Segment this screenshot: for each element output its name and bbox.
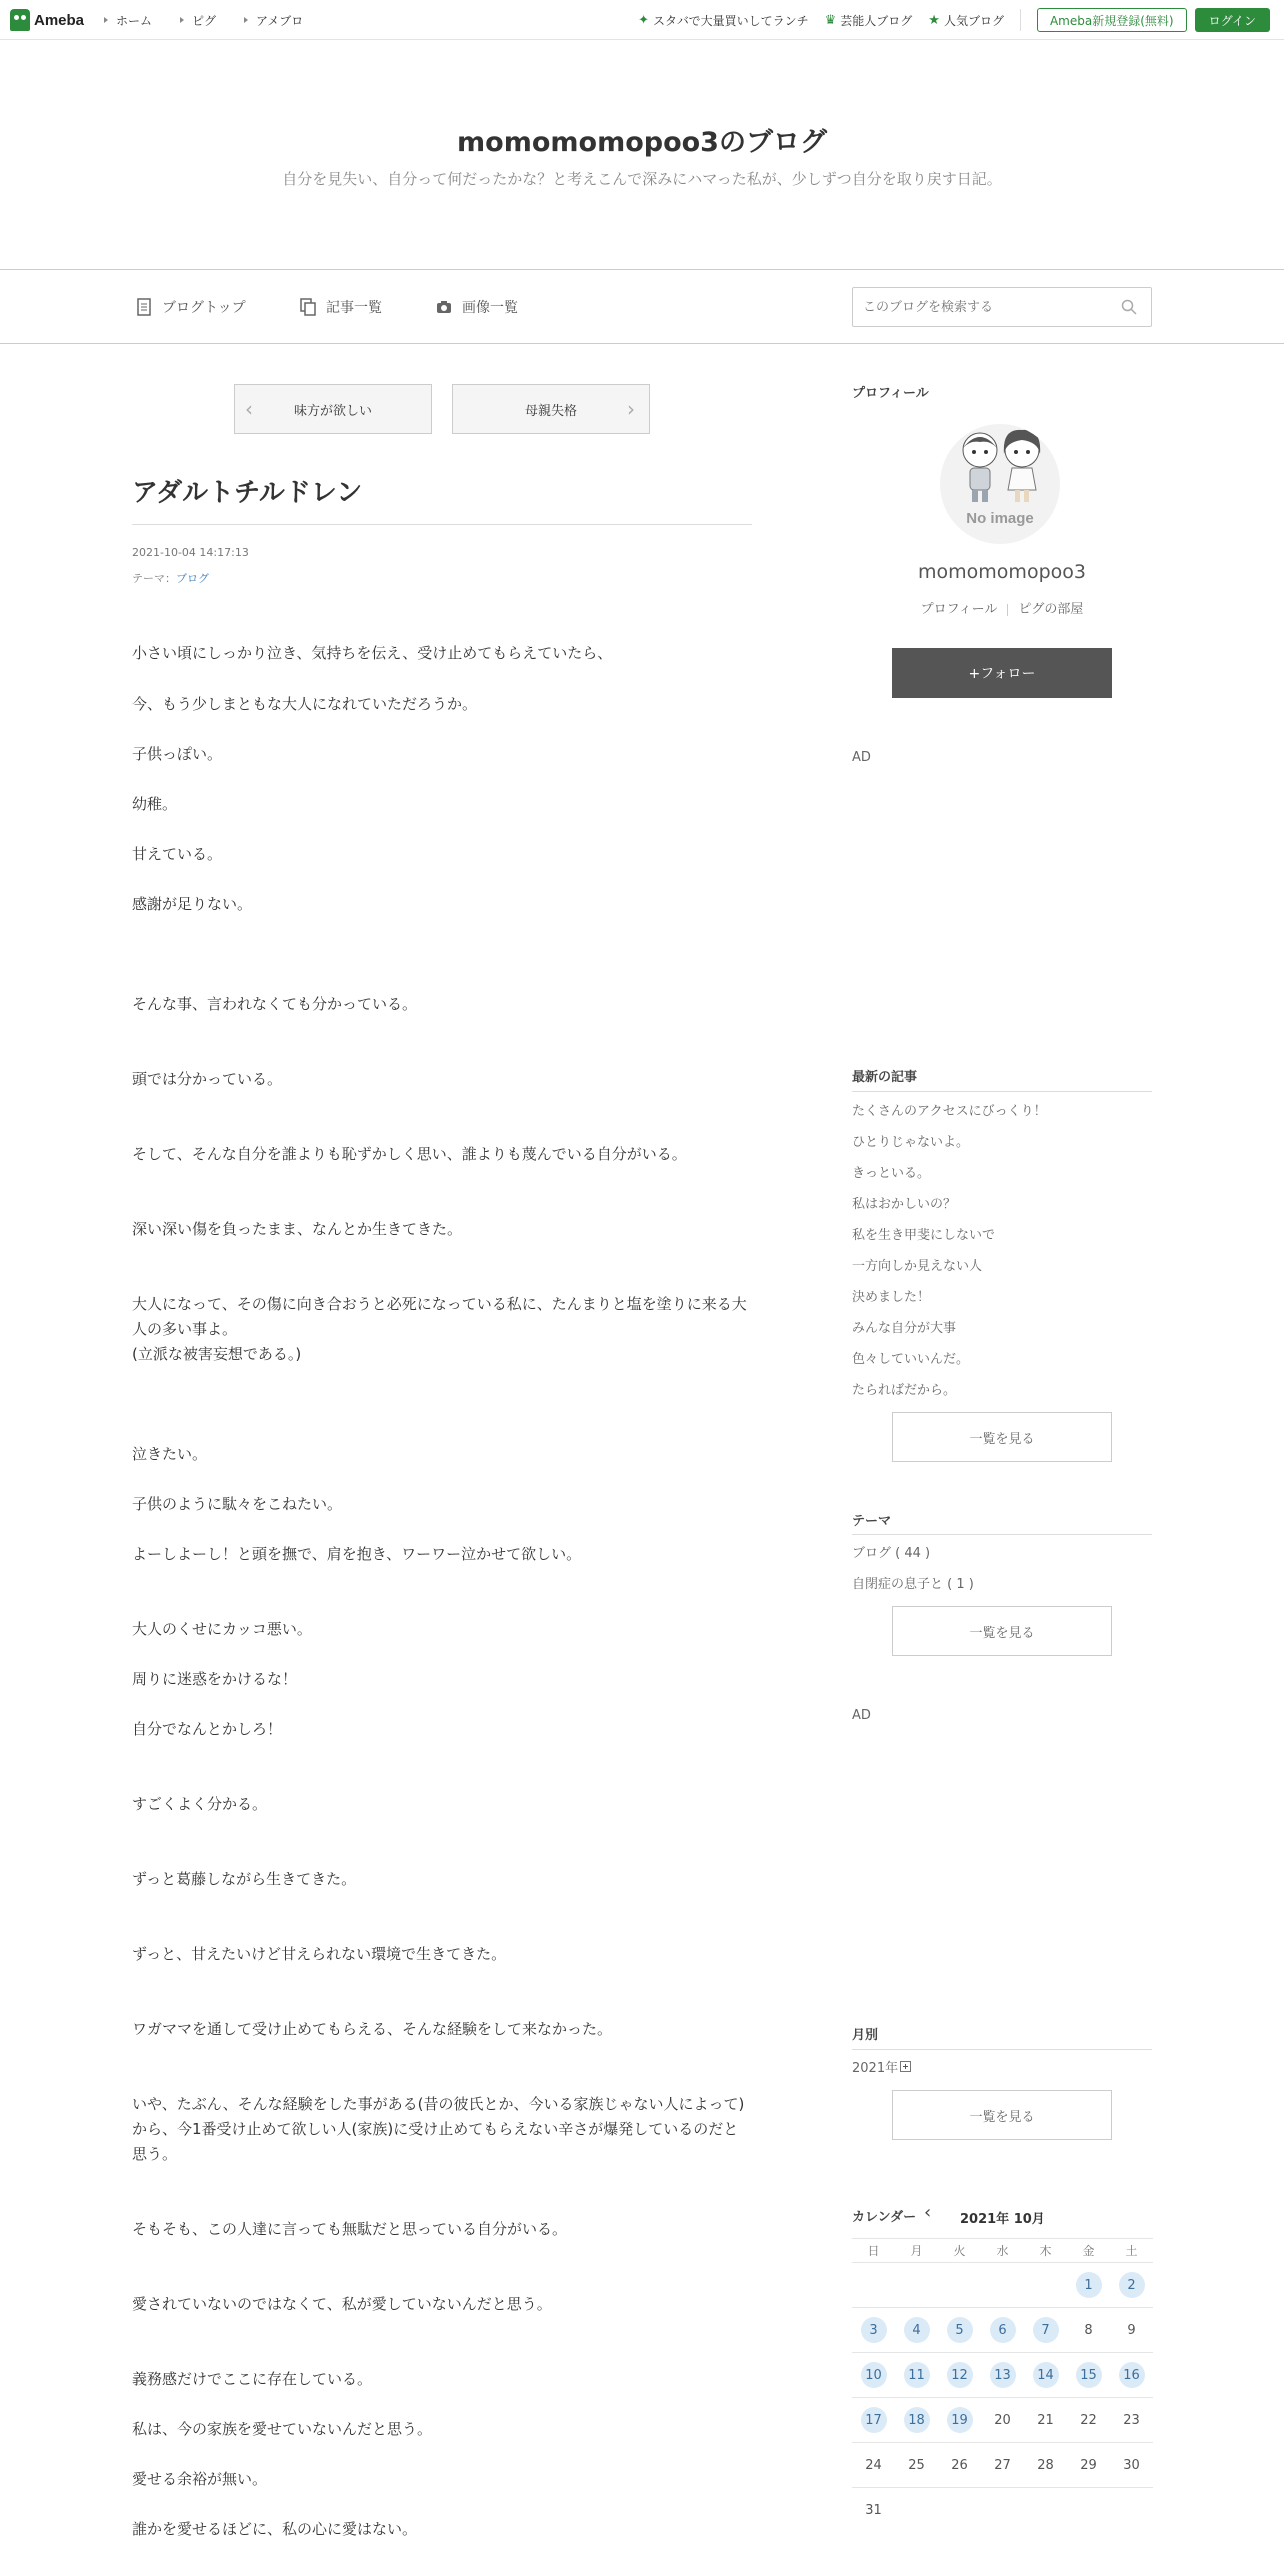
prev-entry-label: 味方が欲しい [293, 403, 372, 419]
calendar-day-cell [852, 2353, 895, 2397]
crown-icon: ♛ [824, 12, 837, 28]
recent-entry-link[interactable]: 私はおかしいの？ [852, 1197, 957, 1212]
popular-blog-label: 人気ブログ [943, 13, 1004, 28]
calendar-day-cell [1067, 2308, 1110, 2352]
calendar-day-cell [1024, 2488, 1067, 2532]
theme-more-button[interactable]: 一覧を見る [892, 1606, 1112, 1656]
chevron-right-icon: › [627, 397, 635, 421]
calendar-day-cell [981, 2308, 1024, 2352]
calendar-day [1033, 2497, 1059, 2523]
calendar-day: 28 [1037, 2457, 1054, 2473]
global-header [0, 0, 1284, 40]
article-theme [132, 570, 209, 586]
calendar-day-cell [938, 2308, 981, 2352]
nav-image-list[interactable] [436, 297, 518, 317]
blog-search [852, 287, 1152, 327]
prev-entry-button[interactable] [234, 384, 432, 434]
year-label: 2021年 [852, 2061, 899, 2076]
calendar-day-link[interactable]: 15 [1076, 2362, 1102, 2388]
calendar-day: 21 [1037, 2412, 1054, 2428]
calendar-day [990, 2497, 1016, 2523]
calendar-day: 24 [865, 2457, 882, 2473]
calendar-day-cell [852, 2308, 895, 2352]
recent-entry-link[interactable]: ひとりじゃないよ。 [852, 1135, 970, 1150]
calendar-day: 30 [1123, 2457, 1140, 2473]
star-icon: ✦ [638, 12, 649, 28]
ameba-logo[interactable] [10, 9, 84, 31]
calendar-day-cell [895, 2443, 938, 2487]
calendar-week-row [852, 2442, 1153, 2487]
calendar-day [1119, 2497, 1145, 2523]
calendar-day-link[interactable]: 14 [1033, 2362, 1059, 2388]
calendar-day-cell [1067, 2488, 1110, 2532]
calendar-day-cell [1110, 2443, 1153, 2487]
recent-entry-link[interactable]: たくさんのアクセスにびっくり！ [852, 1104, 1047, 1119]
calendar-grid [852, 2238, 1153, 2532]
calendar-day-cell [1110, 2488, 1153, 2532]
article-paragraph: ずっと葛藤しながら生きてきた。 [132, 1870, 357, 1888]
year-toggle[interactable] [852, 2057, 911, 2076]
calendar-day [904, 2497, 930, 2523]
calendar-day [1033, 2272, 1059, 2298]
calendar-day [1076, 2497, 1102, 2523]
monthly-more-button[interactable]: 一覧を見る [892, 2090, 1112, 2140]
recent-entry-link[interactable]: 私を生き甲斐にしないで [852, 1228, 996, 1243]
nav-image-list-label: 画像一覧 [462, 300, 518, 316]
chevron-left-icon[interactable]: ‹ [924, 2202, 932, 2223]
theme-item-link[interactable]: ブログ ( 44 ) [852, 1546, 931, 1561]
article-paragraph: 義務感だけでここに存在している。 [132, 2370, 373, 2388]
calendar-week-row [852, 2487, 1153, 2532]
article-paragraph: 大人のくせにカッコ悪い。 [132, 1620, 312, 1638]
calendar-day-cell [1067, 2263, 1110, 2307]
recent-more-button[interactable]: 一覧を見る [892, 1412, 1112, 1462]
recent-entry-link[interactable]: 決めました！ [852, 1290, 931, 1305]
weekday-label: 木 [1039, 2244, 1052, 2258]
calendar-day-cell [938, 2353, 981, 2397]
profile-heading: プロフィール [852, 386, 929, 401]
calendar-day-cell [981, 2398, 1024, 2442]
article-paragraph: 私は、今の家族を愛せていないんだと思う。 [132, 2420, 433, 2438]
calendar-day: 27 [994, 2457, 1011, 2473]
ad-label: AD [852, 1708, 871, 1723]
weekday-label: 土 [1125, 2244, 1138, 2258]
nav-entry-list[interactable] [300, 297, 382, 317]
calendar-day-cell [852, 2443, 895, 2487]
article-paragraph: 深い深い傷を負ったまま、なんとか生きてきた。 [132, 1220, 463, 1238]
article-paragraph: 子供のように駄々をこねたい。 [132, 1495, 343, 1513]
calendar-day-cell [1024, 2308, 1067, 2352]
next-entry-button[interactable] [452, 384, 650, 434]
register-button[interactable]: Ameba新規登録(無料) [1037, 8, 1187, 32]
article-title[interactable]: アダルトチルドレン [132, 478, 363, 508]
header-right [638, 0, 1270, 40]
article-paragraph: 大人になって、その傷に向き合おうと必死になっている私に、たんまりと塩を塗りに来る大人の多い事よ。 (立派な被害妄想である。) [132, 1295, 747, 1363]
calendar-weekday-row [852, 2238, 1153, 2262]
document-icon [136, 298, 152, 316]
article-paragraph: いや、たぶん、そんな経験をした事がある(昔の彼氏とか、今いる家族じゃない人によって)から、今1番受け止めて欲しい人(家族)に受け止めてもらえない辛さが爆発しているのだと思う。 [132, 2095, 745, 2163]
calendar-day-cell [852, 2398, 895, 2442]
article-paragraph: そもそも、この人達に言っても無駄だと思っている自分がいる。 [132, 2220, 568, 2238]
calendar-day-cell [895, 2353, 938, 2397]
monthly-heading: 月別 [852, 2028, 879, 2043]
calendar-day-link[interactable]: 6 [990, 2317, 1016, 2343]
calendar-week-row [852, 2352, 1153, 2397]
article-paragraph: 愛されていないのではなくて、私が愛していないんだと思う。 [132, 2295, 552, 2313]
calendar-day-cell [1110, 2308, 1153, 2352]
calendar-day: 9 [1127, 2322, 1136, 2338]
calendar-day: 26 [951, 2457, 968, 2473]
article-paragraph: よーしよーし！と頭を撫で、肩を抱き、ワーワー泣かせて欲しい。 [132, 1545, 582, 1563]
nav-blog-top[interactable] [136, 297, 246, 317]
weekday-label: 月 [910, 2244, 923, 2258]
nav-entry-list-label: 記事一覧 [326, 300, 382, 316]
calendar-day-cell [852, 2263, 895, 2307]
celebrity-blog-link[interactable] [825, 12, 913, 29]
calendar-day-link[interactable]: 12 [947, 2362, 973, 2388]
calendar-day-link[interactable]: 5 [947, 2317, 973, 2343]
article-paragraph: ずっと、甘えたいけど甘えられない環境で生きてきた。 [132, 1945, 507, 1963]
article-paragraph: 誰かを愛せるほどに、私の心に愛はない。 [132, 2520, 418, 2538]
calendar-day-cell [938, 2488, 981, 2532]
calendar-day-link[interactable]: 13 [990, 2362, 1016, 2388]
article-paragraph: 感謝が足りない。 [132, 895, 253, 913]
copy-icon [300, 298, 316, 316]
recent-divider [852, 1091, 1152, 1092]
calendar-day: 29 [1080, 2457, 1097, 2473]
calendar-day [947, 2497, 973, 2523]
calendar-day-cell [938, 2263, 981, 2307]
article-paragraph: 泣きたい。 [132, 1445, 208, 1463]
calendar-day-cell [895, 2308, 938, 2352]
global-nav [104, 0, 303, 40]
calendar-day-cell [981, 2488, 1024, 2532]
chevron-left-icon: ‹ [245, 397, 253, 421]
calendar-day-link[interactable]: 16 [1119, 2362, 1145, 2388]
calendar-day-link[interactable]: 2 [1119, 2272, 1145, 2298]
profile-link[interactable]: プロフィール [920, 602, 998, 617]
search-input[interactable] [853, 288, 1103, 326]
camera-icon [436, 298, 452, 316]
recent-entry-link[interactable]: 色々していいんだ。 [852, 1352, 970, 1367]
avatar[interactable] [940, 424, 1060, 544]
popular-blog-link[interactable] [928, 12, 1004, 29]
calendar-day-cell [981, 2263, 1024, 2307]
calendar-day: 22 [1080, 2412, 1097, 2428]
calendar-day-link[interactable]: 10 [861, 2362, 887, 2388]
logo-text: Ameba [34, 11, 85, 29]
calendar-day [990, 2272, 1016, 2298]
calendar-day-cell [1067, 2353, 1110, 2397]
expand-plus-icon [900, 2061, 911, 2072]
next-entry-label: 母親失格 [524, 403, 577, 419]
article-paragraph: 甘えている。 [132, 845, 223, 863]
calendar-day [861, 2272, 887, 2298]
nav-ameblo[interactable]: アメブロ [244, 12, 303, 29]
blog-nav [0, 271, 1284, 344]
search-icon[interactable] [1121, 299, 1137, 315]
calendar-week-row [852, 2307, 1153, 2352]
calendar-day-link[interactable]: 19 [947, 2407, 973, 2433]
calendar-day [904, 2272, 930, 2298]
calendar-day-cell [1024, 2263, 1067, 2307]
theme-link[interactable]: ブログ [176, 572, 209, 585]
profile-name[interactable]: momomomopoo3 [918, 561, 1086, 583]
calendar-week-row [852, 2397, 1153, 2442]
calendar-heading: カレンダー [852, 2210, 917, 2225]
calendar-day-cell [895, 2398, 938, 2442]
calendar-day-cell [1067, 2443, 1110, 2487]
calendar-day [947, 2272, 973, 2298]
weekday-label: 日 [867, 2244, 880, 2258]
recent-entry-link[interactable]: たらればだから。 [852, 1383, 957, 1398]
nav-home[interactable]: ホーム [104, 12, 152, 29]
recent-entry-link[interactable]: みんな自分が大事 [852, 1321, 957, 1336]
theme-divider [852, 1534, 1152, 1535]
weekday-label: 火 [953, 2244, 966, 2258]
calendar-day: 31 [865, 2502, 882, 2518]
calendar-day-cell [1067, 2398, 1110, 2442]
star-icon: ★ [928, 12, 940, 28]
calendar-day-cell [981, 2443, 1024, 2487]
weekday-label: 金 [1082, 2244, 1095, 2258]
header-divider [1020, 9, 1021, 31]
article-paragraph: 頭では分かっている。 [132, 1070, 283, 1088]
nav-pigg[interactable]: ピグ [180, 12, 216, 29]
article-paragraph: 幼稚。 [132, 795, 178, 813]
article-paragraph: 周りに迷惑をかけるな！ [132, 1670, 298, 1688]
calendar-day-cell [1024, 2353, 1067, 2397]
article-paragraph: すごくよく分かる。 [132, 1795, 268, 1813]
article-paragraph: 今、もう少しまともな大人になれていただろうか。 [132, 695, 478, 713]
login-button[interactable]: ログイン [1195, 8, 1270, 32]
recent-entry-link[interactable]: 一方向しか見えない人 [852, 1259, 983, 1274]
article-date: 2021-10-04 14:17:13 [132, 546, 249, 559]
pig-room-link[interactable]: ピグの部屋 [1018, 602, 1084, 617]
ameba-logo-icon [10, 9, 30, 31]
calendar-day-cell [981, 2353, 1024, 2397]
no-image-label: No image [966, 510, 1034, 527]
article-paragraph: ワガママを通して受け止めてもらえる、そんな経験をして来なかった。 [132, 2020, 613, 2038]
calendar-day-cell [1110, 2398, 1153, 2442]
title-divider [132, 524, 752, 525]
calendar-week-row [852, 2262, 1153, 2307]
calendar-day-cell [1024, 2398, 1067, 2442]
blog-title[interactable]: momomomopoo3のブログ [457, 127, 827, 158]
theme-heading: テーマ [852, 1514, 892, 1529]
recent-entry-link[interactable]: きっといる。 [852, 1166, 931, 1181]
monthly-divider [852, 2049, 1152, 2050]
article-paragraph: 子供っぽい。 [132, 745, 223, 763]
calendar-day-link[interactable]: 11 [904, 2362, 930, 2388]
article-paragraph: 愛せる余裕が無い。 [132, 2470, 268, 2488]
nav-blog-top-label: ブログトップ [162, 300, 246, 316]
theme-item-link[interactable]: 自閉症の息子と ( 1 ) [852, 1577, 974, 1592]
link-separator [1007, 604, 1008, 616]
follow-button[interactable]: +フォロー [892, 648, 1112, 698]
article-paragraph: 小さい頃にしっかり泣き、気持ちを伝え、受け止めてもらえていたら、 [132, 644, 613, 662]
recent-heading: 最新の記事 [852, 1070, 918, 1085]
calendar-day: 25 [908, 2457, 925, 2473]
calendar-day: 20 [994, 2412, 1011, 2428]
blog-header [0, 40, 1284, 270]
promo-link[interactable] [638, 12, 809, 29]
calendar-day-cell [938, 2398, 981, 2442]
calendar-day: 23 [1123, 2412, 1140, 2428]
calendar-day-link[interactable]: 18 [904, 2407, 930, 2433]
calendar-day-cell [938, 2443, 981, 2487]
calendar-day-cell [895, 2263, 938, 2307]
calendar-day-link[interactable]: 3 [861, 2317, 887, 2343]
calendar-day-cell [1110, 2353, 1153, 2397]
calendar-day-cell [1024, 2443, 1067, 2487]
calendar-day-link[interactable]: 4 [904, 2317, 930, 2343]
weekday-label: 水 [996, 2244, 1009, 2258]
calendar-month-title: 2021年 10月 [960, 2212, 1045, 2227]
calendar-day-link[interactable]: 17 [861, 2407, 887, 2433]
calendar-day-cell [895, 2488, 938, 2532]
ad-label: AD [852, 750, 871, 765]
calendar-day-cell [852, 2488, 895, 2532]
profile-links [852, 598, 1152, 617]
calendar-day-cell [1110, 2263, 1153, 2307]
theme-prefix: テーマ： [132, 572, 176, 585]
blog-description: 自分を見失い、自分って何だったかな？と考えこんで深みにハマった私が、少しずつ自分を取り戻す日記。 [282, 170, 1002, 188]
article-paragraph: そして、そんな自分を誰よりも恥ずかしく思い、誰よりも蔑んでいる自分がいる。 [132, 1145, 687, 1163]
calendar-day-link[interactable]: 1 [1076, 2272, 1102, 2298]
calendar-day: 8 [1084, 2322, 1093, 2338]
celebrity-blog-label: 芸能人ブログ [840, 13, 913, 28]
calendar-day-link[interactable]: 7 [1033, 2317, 1059, 2343]
promo-link-label: スタバで大量買いしてランチ [652, 13, 809, 28]
article-paragraph: 自分でなんとかしろ！ [132, 1720, 283, 1738]
article-paragraph: そんな事、言われなくても分かっている。 [132, 995, 418, 1013]
